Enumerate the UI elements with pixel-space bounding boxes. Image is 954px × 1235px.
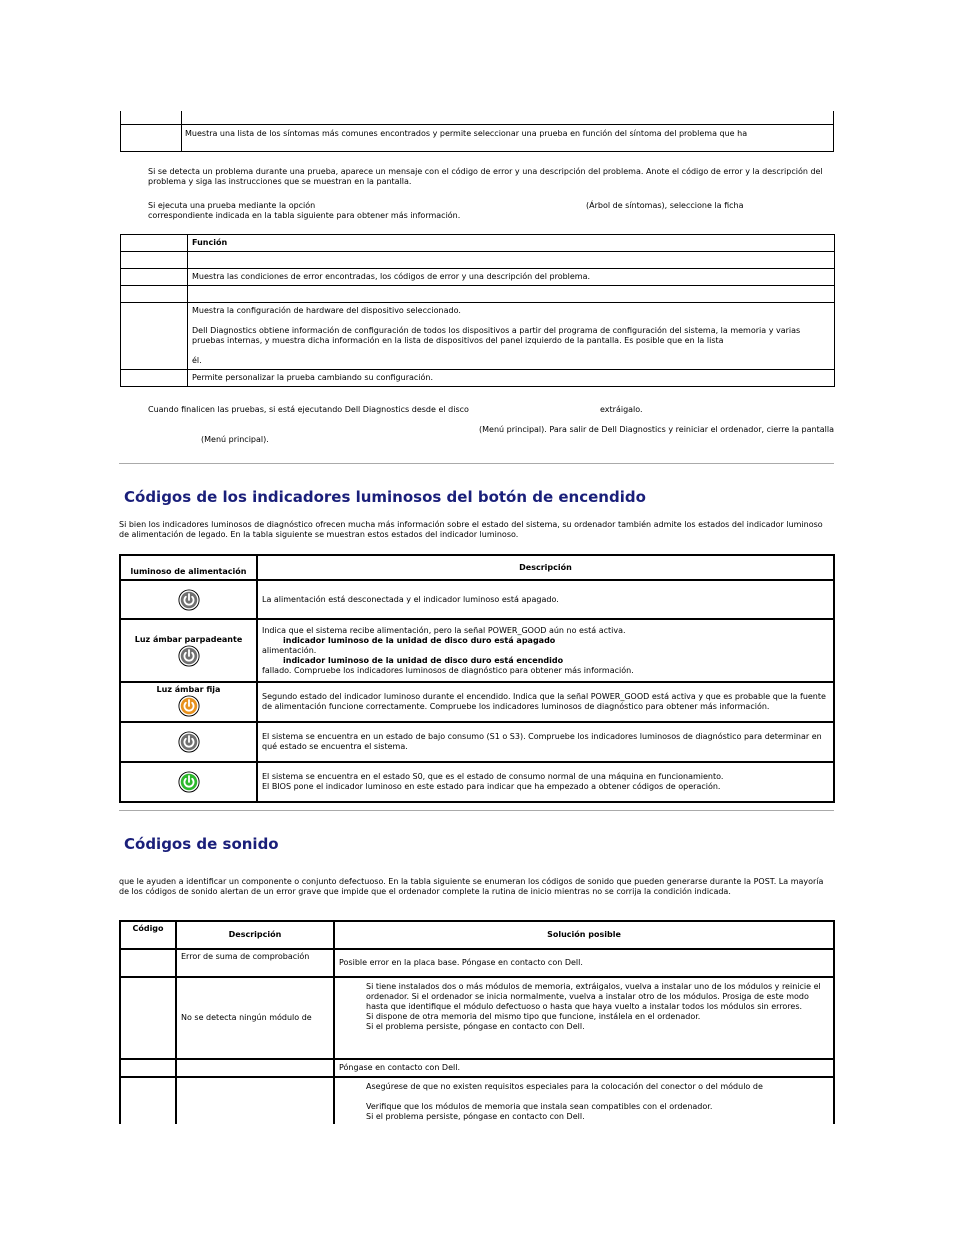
- power-row-off-icon-cell: [120, 580, 257, 619]
- beep-desc-cell: [176, 1059, 334, 1077]
- power-amber-icon: [178, 695, 200, 717]
- finish-text-b: extráigalo.: [600, 405, 643, 414]
- finish-text-d: (Menú principal).: [201, 435, 269, 444]
- beep-r3-solution: Póngase en contacto con Dell.: [334, 1059, 834, 1077]
- top-table-right-line: [833, 111, 834, 152]
- green-desc-line1: El sistema se encuentra en el estado S0, que es el estado de consumo normal de una máquina en funcionamiento.: [262, 772, 724, 781]
- func-config: [188, 303, 835, 370]
- beep-desc-cell: [176, 1077, 334, 1124]
- func-tab-cell: [121, 269, 188, 286]
- beep-col-desc: Descripción: [176, 921, 334, 949]
- beep-r4-solution: [334, 1077, 834, 1124]
- option-text-c: correspondiente indicada en la tabla siguiente para obtener más información.: [148, 211, 461, 220]
- blink-desc-line5: fallado. Compruebe los indicadores luminosos de diagnóstico para obtener más información.: [262, 665, 634, 675]
- finish-text-a: Cuando finalicen las pruebas, si está ejecutando Dell Diagnostics desde el disco: [148, 405, 469, 414]
- func-header: Función: [188, 235, 835, 252]
- option-text-a: Si ejecuta una prueba mediante la opción: [148, 201, 316, 210]
- power-section-title: Códigos de los indicadores luminosos del botón de encendido: [124, 488, 646, 506]
- top-table-cell-text: Muestra una lista de los síntomas más comunes encontrados y permite seleccionar una prueba en función del síntoma del problema que ha: [185, 129, 748, 138]
- power-row-green-desc: [257, 762, 834, 802]
- power-blink-icon: [178, 645, 200, 667]
- func-tab-cell: [121, 370, 188, 387]
- beep-table-wrap: [119, 920, 835, 1124]
- power-row-sleep-icon-cell: [120, 722, 257, 762]
- power-row-sleep-desc: El sistema se encuentra en un estado de bajo consumo (S1 o S3). Compruebe los indicadores luminosos de diagnóstico para determinar en qué estado se encuentra el sistema.: [257, 722, 834, 762]
- blink-desc-line4: indicador luminoso de la unidad de disco duro está encendido: [283, 655, 564, 665]
- top-table-bottom-line: [120, 151, 834, 152]
- error-paragraph: Si se detecta un problema durante una prueba, aparece un mensaje con el código de error y una descripción del problema. Anote el código de error y la descripción del problema y siga las instrucciones que se muestran en la pantalla.: [148, 167, 823, 186]
- power-col-light: luminoso de alimentación: [120, 555, 257, 580]
- power-row-blink-desc: [257, 619, 834, 682]
- green-desc-line2: El BIOS pone el indicador luminoso en este estado para indicar que ha empezado a obtener códigos de operación.: [262, 782, 721, 791]
- blink-desc-line1: Indica que el sistema recibe alimentación, pero la señal POWER_GOOD aún no está activa.: [262, 625, 626, 635]
- func-errors: Muestra las condiciones de error encontradas, los códigos de error y una descripción del problema.: [188, 269, 835, 286]
- top-table-row-line: [120, 124, 834, 125]
- power-off-icon: [178, 589, 200, 611]
- beep-col-solution: Solución posible: [334, 921, 834, 949]
- beep-code-cell: [120, 949, 176, 977]
- beep-r2-sol-1: Si tiene instalados dos o más módulos de memoria, extráigalos, vuelva a instalar uno de los módulos y reinicie el ordenador. Si el ordenador se inicia normalmente, vuelva a instalar otro de los módulos. Prosiga de este modo hasta que identifique el módulo defectuoso o hasta que haya vuelto a instalar todos los módulos sin errores.: [366, 982, 821, 1011]
- func-cell: [188, 252, 835, 269]
- power-row-amber-label: Luz ámbar fija: [156, 685, 221, 694]
- power-intro: Si bien los indicadores luminosos de diagnóstico ofrecen mucha más información sobre el estado del sistema, su ordenador también admite los estados del indicador luminoso de alimentación de legado. En la tabla siguiente se muestran estos estados del indicador luminoso.: [119, 520, 823, 539]
- power-row-green-icon-cell: [120, 762, 257, 802]
- top-table-mid-line: [181, 111, 182, 152]
- function-table: [120, 234, 835, 387]
- power-row-amber-cell: [120, 682, 257, 722]
- func-tab-cell: [121, 286, 188, 303]
- power-light-table: [119, 554, 835, 803]
- func-params: Permite personalizar la prueba cambiando su configuración.: [188, 370, 835, 387]
- beep-r2-solution: [334, 977, 834, 1059]
- func-config-line3: él.: [192, 356, 202, 365]
- top-table-left-line: [120, 111, 121, 152]
- beep-r2-sol-2: Si dispone de otra memoria del mismo tipo que funcione, instálela en el ordenador.: [366, 1012, 701, 1021]
- beep-r1-desc: Error de suma de comprobación: [176, 949, 334, 977]
- power-row-blink-cell: [120, 619, 257, 682]
- section-divider: [119, 810, 834, 811]
- func-config-line1: Muestra la configuración de hardware del dispositivo seleccionado.: [192, 306, 461, 315]
- power-col-desc: Descripción: [257, 555, 834, 580]
- section-divider: [119, 463, 834, 464]
- power-row-amber-desc: Segundo estado del indicador luminoso durante el encendido. Indica que la señal POWER_GOOD está activa y que es probable que la fuente de alimentación funcione correctamente. Compruebe los indicadores luminosos de diagnóstico para obtener más información.: [257, 682, 834, 722]
- beep-code-cell: [120, 977, 176, 1059]
- beep-r2-desc: No se detecta ningún módulo de: [176, 977, 334, 1059]
- power-green-icon: [178, 771, 200, 793]
- finish-text-c: (Menú principal). Para salir de Dell Diagnostics y reiniciar el ordenador, cierre la pantalla: [479, 425, 834, 434]
- func-tab-cell: [121, 235, 188, 252]
- beep-r4-sol-3: Si el problema persiste, póngase en contacto con Dell.: [366, 1112, 585, 1121]
- beep-r1-solution: Posible error en la placa base. Póngase en contacto con Dell.: [334, 949, 834, 977]
- beep-section-title: Códigos de sonido: [124, 835, 279, 853]
- func-tab-cell: [121, 303, 188, 370]
- func-cell: [188, 286, 835, 303]
- func-tab-cell: [121, 252, 188, 269]
- beep-code-cell: [120, 1077, 176, 1124]
- top-table: [120, 111, 834, 152]
- beep-code-cell: [120, 1059, 176, 1077]
- beep-r4-sol-2: Verifique que los módulos de memoria que instala sean compatibles con el ordenador.: [366, 1102, 713, 1111]
- option-text-b: (Árbol de síntomas), seleccione la ficha: [586, 201, 744, 210]
- blink-desc-line2: indicador luminoso de la unidad de disco duro está apagado: [283, 635, 556, 645]
- power-row-off-desc: La alimentación está desconectada y el indicador luminoso está apagado.: [257, 580, 834, 619]
- func-config-line2: Dell Diagnostics obtiene información de configuración de todos los dispositivos a partir del programa de configuración del sistema, la memoria y varias pruebas internas, y muestra dicha información en la lista de dispositivos del panel izquierdo de la pantalla. Es posible que en la lista: [192, 326, 801, 345]
- beep-col-code: Código: [120, 921, 176, 949]
- power-sleep-icon: [178, 731, 200, 753]
- power-row-blink-label: Luz ámbar parpadeante: [134, 634, 243, 644]
- beep-r4-sol-1: Asegúrese de que no existen requisitos especiales para la colocación del conector o del módulo de: [366, 1082, 763, 1091]
- blink-desc-line3: alimentación.: [262, 645, 317, 655]
- beep-r2-sol-3: Si el problema persiste, póngase en contacto con Dell.: [366, 1022, 585, 1031]
- beep-intro: que le ayuden a identificar un componente o conjunto defectuoso. En la tabla siguiente se enumeran los códigos de sonido que pueden generarse durante la POST. La mayoría de los códigos de sonido alertan de un error grave que impide que el ordenador complete la rutina de inicio mientras no se corrija la condición indicada.: [119, 877, 824, 896]
- beep-code-table: [119, 920, 835, 1124]
